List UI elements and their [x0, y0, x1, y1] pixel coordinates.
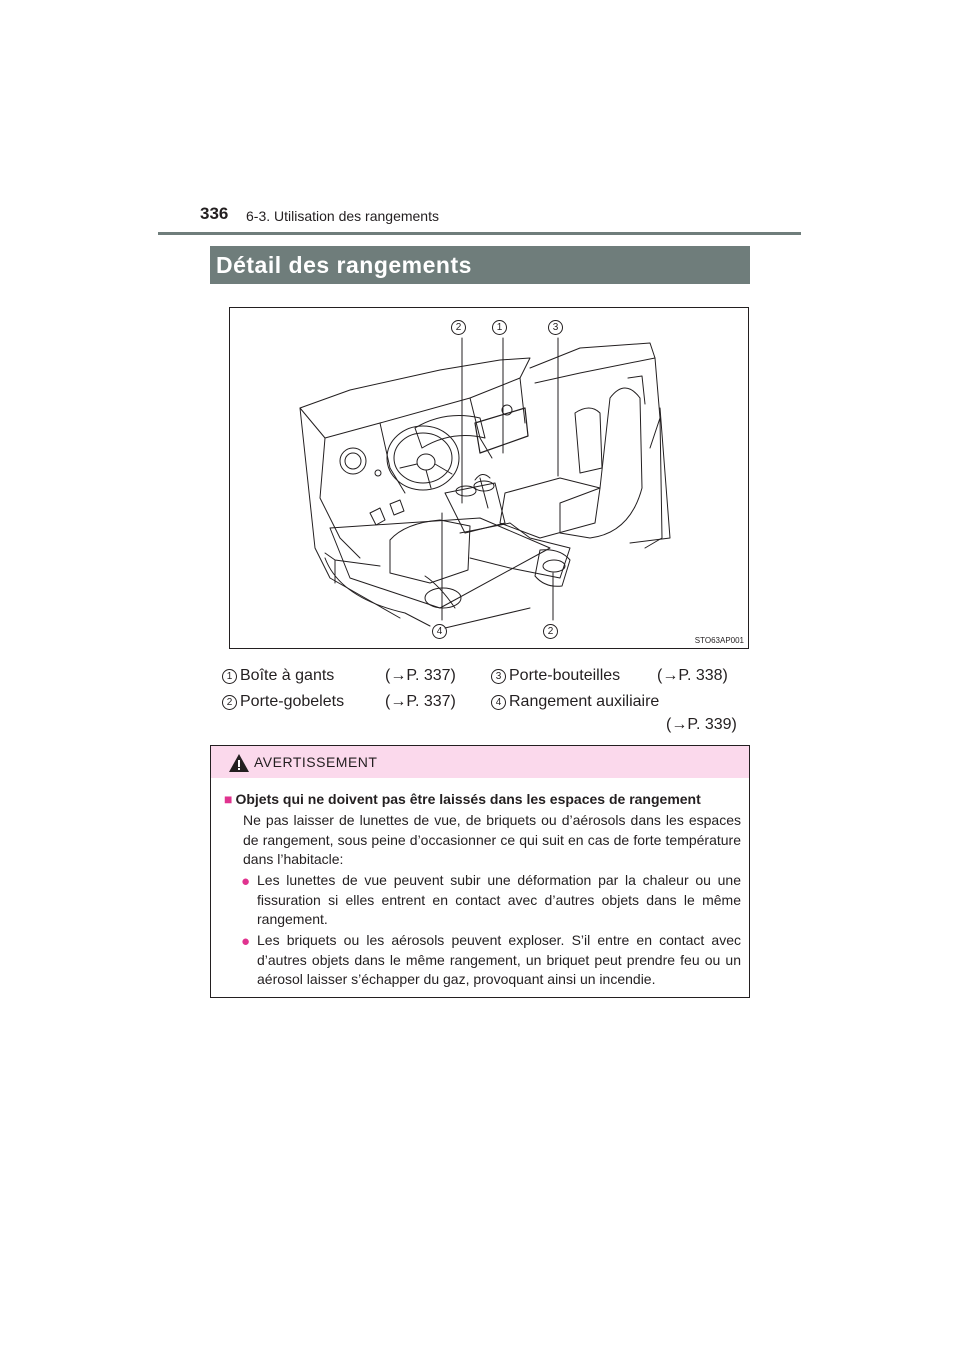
callout-number: 4	[432, 624, 447, 639]
warning-intro: Ne pas laisser de lunettes de vue, de briquets ou d’aérosols dans les espaces de rangement, sous peine d’occasionner ce qui suit en cas de forte température dans l’habitacle:	[243, 812, 741, 867]
header-rule	[158, 232, 801, 235]
section-reference: 6-3. Utilisation des rangements	[246, 208, 439, 224]
legend-number: 4	[491, 695, 506, 710]
callout-number: 1	[492, 320, 507, 335]
legend-label: Porte-gobelets	[240, 693, 345, 710]
circle-bullet-icon: ●	[241, 873, 251, 890]
legend-item-cup-holders	[222, 693, 472, 715]
legend-label: Boîte à gants	[240, 667, 335, 684]
legend-item-auxiliary-storage	[491, 693, 741, 738]
circle-bullet-icon: ●	[241, 933, 251, 950]
warning-triangle-icon	[228, 753, 250, 773]
legend-item-bottle-holder	[491, 667, 741, 689]
square-bullet-icon: ■	[224, 791, 233, 807]
legend-page-ref[interactable]: (→P. 338)	[657, 667, 728, 684]
title-bar	[210, 246, 750, 284]
legend-item-glove-box	[222, 667, 472, 689]
legend-label: Porte-bouteilles	[509, 667, 621, 684]
callout-number: 2	[543, 624, 558, 639]
car-interior-drawing	[230, 308, 749, 649]
warning-heading	[224, 791, 701, 807]
legend-page-ref[interactable]: (→P. 337)	[385, 693, 456, 710]
page-title: Détail des rangements	[216, 252, 472, 278]
figure-id: STO63AP001	[694, 636, 744, 645]
warning-header	[211, 746, 749, 778]
page-number: 336	[200, 204, 229, 223]
legend-number: 1	[222, 669, 237, 684]
legend-page-ref[interactable]: (→P. 339)	[666, 716, 737, 733]
legend-page-ref[interactable]: (→P. 337)	[385, 667, 456, 684]
interior-illustration	[229, 307, 749, 649]
legend-number: 3	[491, 669, 506, 684]
warning-heading-text: Objets qui ne doivent pas être laissés dans les espaces de rangement	[235, 791, 701, 807]
warning-box	[210, 745, 750, 998]
legend-label: Rangement auxiliaire	[509, 693, 660, 710]
callout-number: 2	[451, 320, 466, 335]
callout-number: 3	[548, 320, 563, 335]
warning-bullet: Les lunettes de vue peuvent subir une déformation par la chaleur ou une fissuration si elles entrent en contact avec d’autres objets dans le même rangement.	[257, 872, 741, 927]
warning-bullet: Les briquets ou les aérosols peuvent exploser. S’il entre en contact avec d’autres objets dans le même rangement, un briquet peut prendre feu ou un aérosol laisser s’échapper du gaz, provoquant ainsi un incendie.	[257, 932, 741, 987]
warning-label: AVERTISSEMENT	[254, 754, 378, 770]
legend-number: 2	[222, 695, 237, 710]
